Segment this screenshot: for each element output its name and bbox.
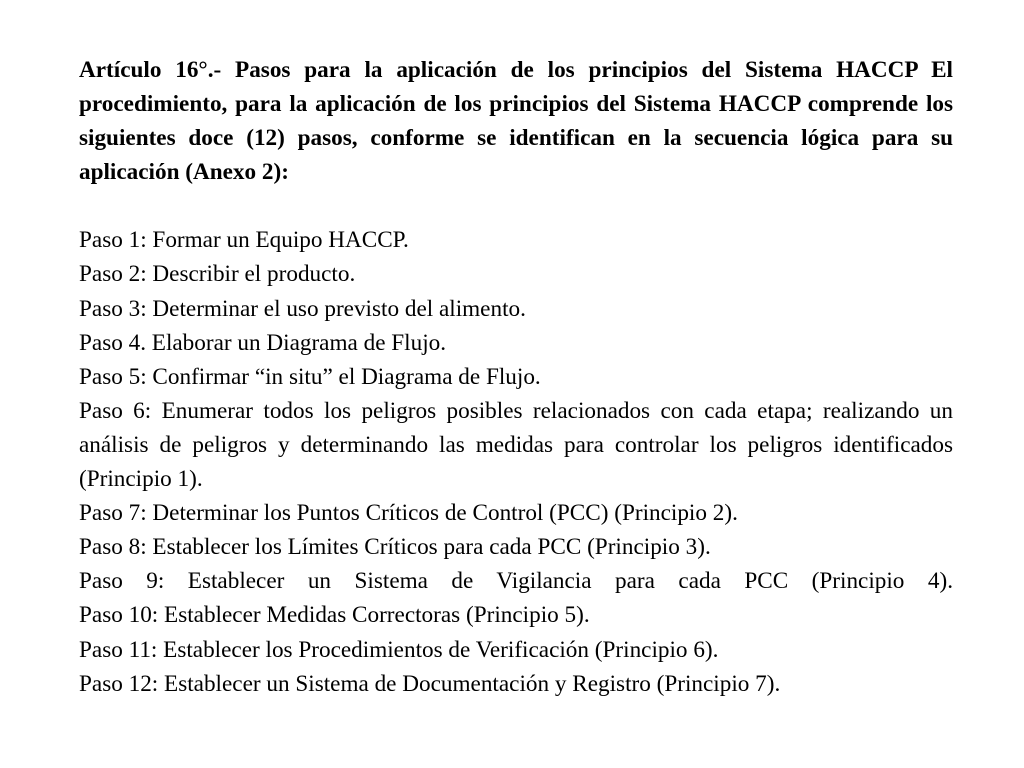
article-intro: Artículo 16°.- Pasos para la aplicación de los principios del Sistema HACCP El procedimiento, para la aplicación de los principios del Sistema HACCP comprende los siguientes doce (12) pasos, conforme se identifican en la secuencia lógica para su aplicación (Anexo 2): xyxy=(79,57,953,186)
step-8: Paso 8: Establecer los Límites Críticos para cada PCC (Principio 3). xyxy=(79,534,711,561)
step-2: Paso 2: Describir el producto. xyxy=(79,261,356,288)
step-12: Paso 12: Establecer un Sistema de Documentación y Registro (Principio 7). xyxy=(79,670,781,697)
paragraph-spacer xyxy=(79,189,953,223)
steps-list xyxy=(79,223,953,700)
slide-content xyxy=(79,53,953,701)
step-9: Paso 9: Establecer un Sistema de Vigilancia para cada PCC (Principio 4). xyxy=(79,568,953,595)
step-1: Paso 1: Formar un Equipo HACCP. xyxy=(79,227,409,254)
step-4: Paso 4. Elaborar un Diagrama de Flujo. xyxy=(79,329,447,356)
step-5: Paso 5: Confirmar “in situ” el Diagrama de Flujo. xyxy=(79,363,541,390)
step-10: Paso 10: Establecer Medidas Correctoras (Principio 5). xyxy=(79,602,590,629)
step-11: Paso 11: Establecer los Procedimientos de Verificación (Principio 6). xyxy=(79,636,719,663)
step-3: Paso 3: Determinar el uso previsto del alimento. xyxy=(79,295,526,322)
step-7: Paso 7: Determinar los Puntos Críticos de Control (PCC) (Principio 2). xyxy=(79,500,738,527)
step-6: Paso 6: Enumerar todos los peligros posibles relacionados con cada etapa; realizando un análisis de peligros y determinando las medidas para controlar los peligros identificados (Principio 1). xyxy=(79,397,953,493)
